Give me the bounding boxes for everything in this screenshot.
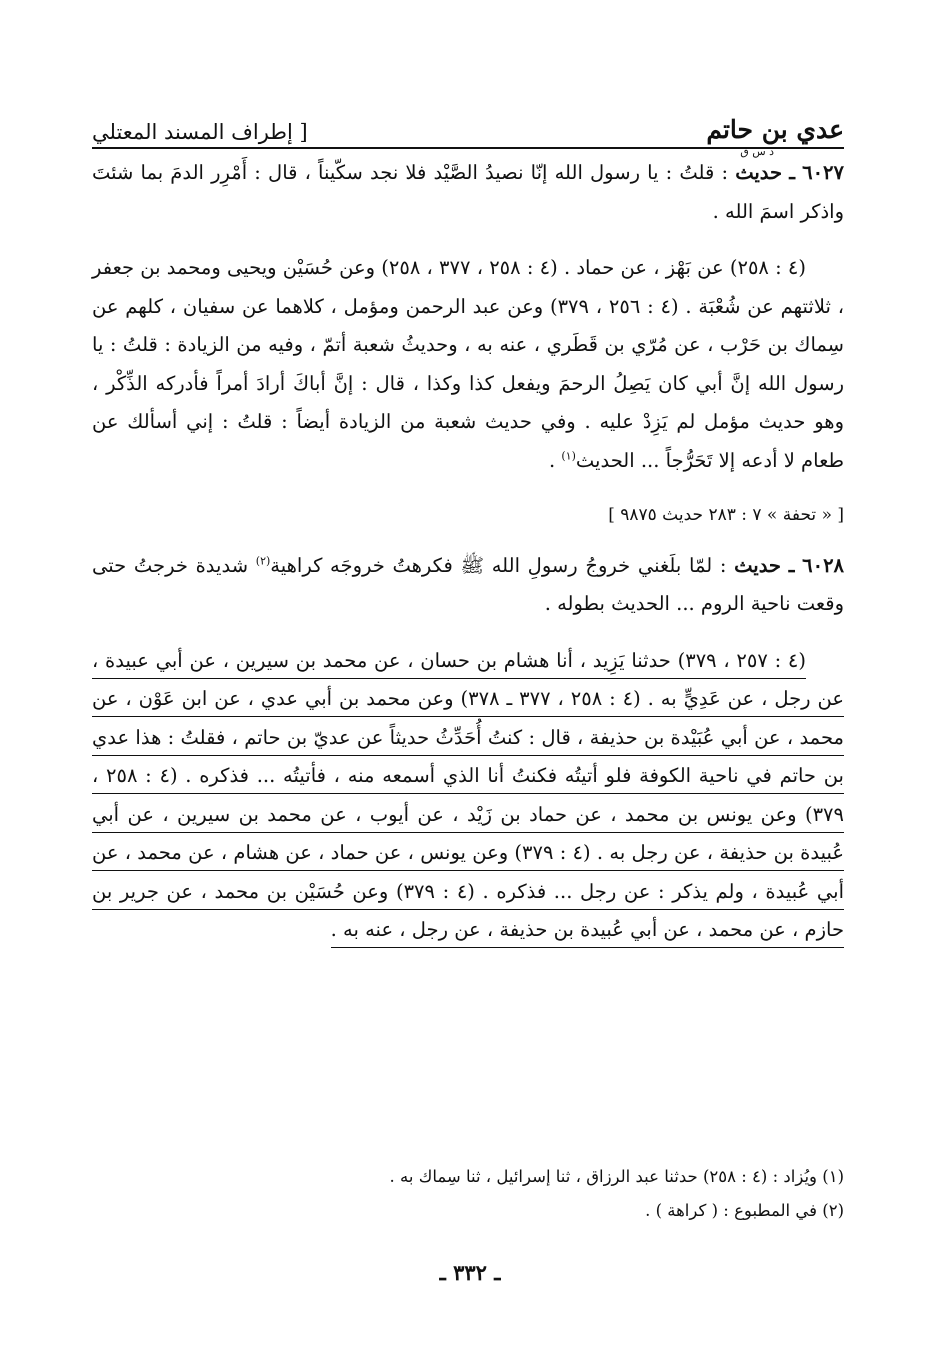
footnote-1: (١) ويُزاد : (٤ : ٢٥٨) حدثنا عبد الرزاق ، ثنا إسرائيل ، ثنا سِماك به .	[389, 1167, 844, 1186]
running-header	[92, 104, 844, 144]
hadith-text: : قلتُ : يا رسول الله إنّا نصيدُ الصَّيْد فلا نجد سكّيناً ، قال : أَمْرِر الدمَ بما شئتَ واذكر اسمَ الله .	[92, 161, 844, 223]
hadith-6027	[92, 145, 845, 231]
page-number: ـ ٣٣٢ ـ	[439, 1260, 501, 1285]
sources-text: (٤ : ٢٥٧ ، ٣٧٩) حدثنا يَزِيد ، أنا هشام بن حسان ، عن محمد بن سيرين ، عن أبي عبيدة ، عن رجل ، عن عَدِيٍّ به . (٤ : ٢٥٨ ، ٣٧٧ ـ ٣٧٨) وعن محمد بن أبي عدي ، عن ابن عَوْن ، عن محمد ، عن أبي عُبَيْدة بن حذيفة ، قال : كنتُ أُحَدِّثُ حديثاً عن عديّ بن حاتم ، فقلتُ : هذا عدي بن حاتم في ناحية الكوفة فلو أتيتُه فكنتُ أنا الذي أسمعه منه ، فأتيتُه ... فذكره . (٤ : ٢٥٨ ، ٣٧٩) وعن يونس بن محمد ، عن حماد بن زَيْد ، عن أيوب ، عن محمد بن سيرين ، عن أبي عُبيدة بن حذيفة ، عن رجل به . (٤ : ٣٧٩) وعن يونس ، عن حماد ، عن هشام ، عن محمد ، عن أبي عُبيدة ، ولم يذكر : عن رجل ... فذكره . (٤ : ٣٧٩) وعن حُسَيْن بن محمد ، عن جرير بن حازم ، عن محمد ، عن أبي عُبيدة بن حذيفة ، عن رجل ، عنه به .	[92, 649, 844, 949]
hadith-dash: ـ	[788, 553, 795, 577]
footnote-ref-1: (١)	[561, 449, 576, 462]
hadith-text: : لمّا بلَغني خروجُ رسولِ الله ﷺ فكرهتُ خروجَه كراهية	[270, 553, 727, 577]
hadith-text-end: شديدة خرجتُ حتى وقعت ناحية الروم ... الحديث بطوله .	[92, 553, 844, 615]
sources-end: .	[548, 448, 556, 472]
hadith-number: ٦٠٢٧	[802, 161, 845, 184]
footnote-2: (٢) في المطبوع : ( كراهة ) .	[645, 1201, 844, 1220]
footnote-ref-2: (٢)	[255, 554, 271, 567]
header-rule	[92, 147, 844, 149]
footnotes	[92, 1160, 844, 1228]
tuhfa-reference: [ « تحفة » ٧ : ٢٨٣ حديث ٩٨٧٥ ]	[608, 505, 844, 525]
header-title: عدي بن حاتم	[706, 115, 844, 144]
hadith-keyword-text: حديث	[735, 161, 783, 184]
page-body	[92, 145, 845, 950]
hadith-number: ٦٠٢٨	[802, 553, 845, 577]
hadith-keyword: حديث	[734, 553, 781, 577]
header-book-title: [ إطراف المسند المعتلي	[92, 120, 308, 144]
hadith-6027-sources	[92, 249, 844, 480]
sources-text: (٤ : ٢٥٨) عن بَهْز ، عن حماد . (٤ : ٢٥٨ ، ٣٧٧ ، ٢٥٨) وعن حُسَيْن ويحيى ومحمد بن جعفر ، ثلاثتهم عن شُعْبَة . (٤ : ٢٥٦ ، ٣٧٩) وعن عبد الرحمن ومؤمل ، كلاهما عن سفيان ، كلهم عن سِماك بن حَرْب ، عن مُرّي بن قَطَري ، عنه به ، وحديثُ شعبة أتمّ ، وفيه من الزيادة : قلتُ : يا رسول الله إنَّ أبي كان يَصِلُ الرحمَ ويفعل كذا وكذا ، قال : إنَّ أباكَ أرادَ أمراً فأدركه الذِّكْر ، وهو حديث مؤمل لم يَزِدْ عليه . وفي حديث شعبة من الزيادة أيضاً : قلتُ : إني أسألك عن طعام لا أدعه إلا تَحَرُّجاً ... الحديث	[92, 256, 845, 472]
hadith-dash: ـ	[789, 161, 795, 184]
hadith-6028-sources	[92, 642, 844, 950]
source-symbols: د س ق	[740, 145, 775, 158]
hadith-keyword	[735, 145, 783, 184]
hadith-6028	[92, 547, 844, 624]
